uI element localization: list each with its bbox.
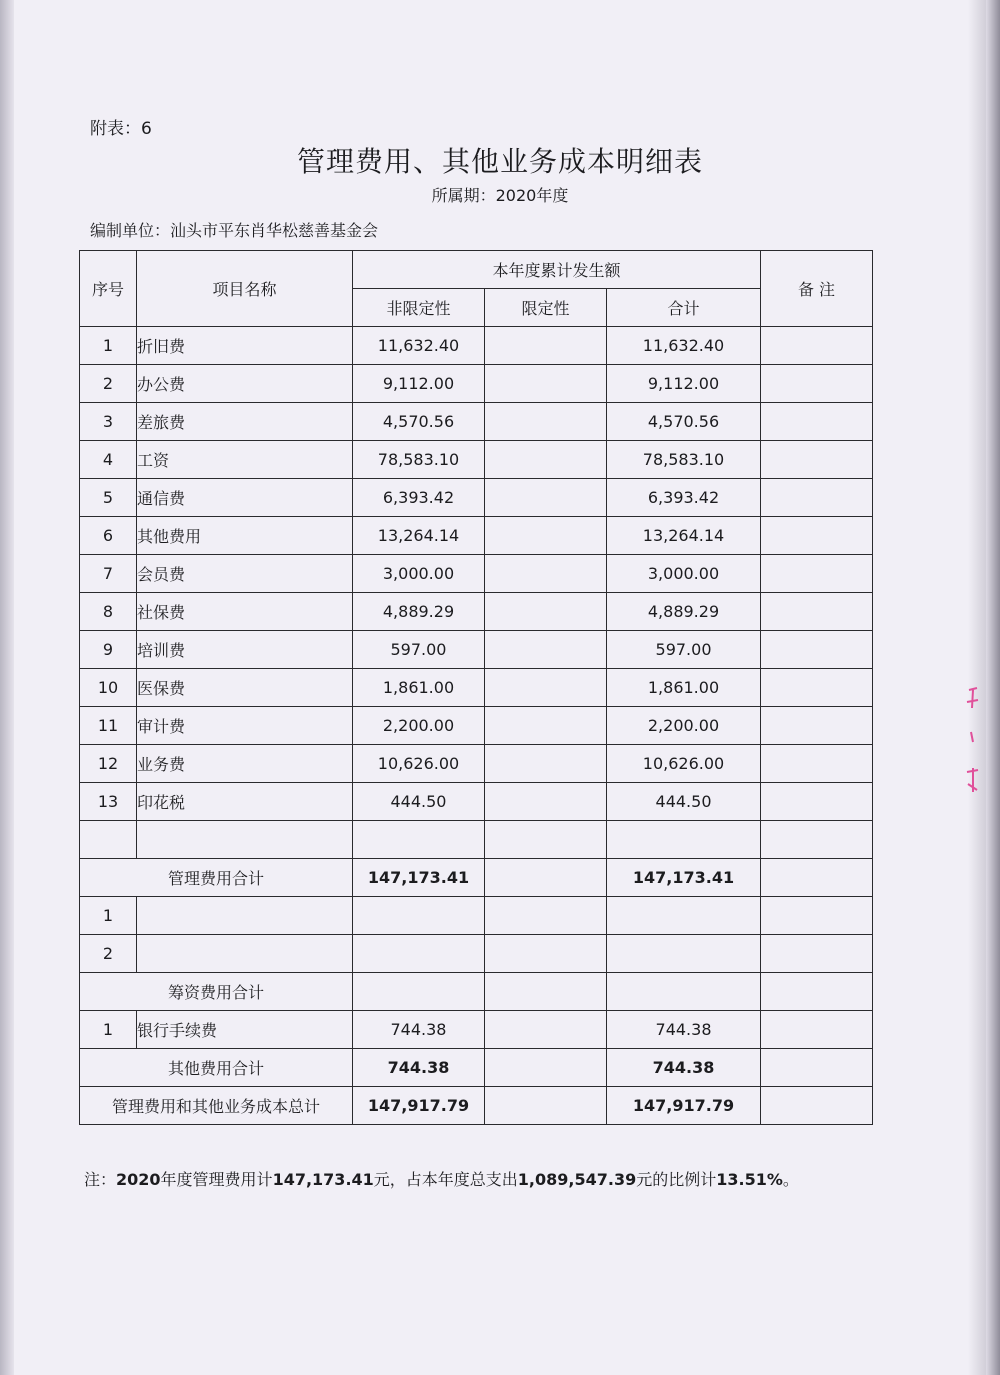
other-unrestricted: 744.38 (353, 1011, 485, 1049)
row-seq: 7 (80, 555, 137, 593)
finance-total-cell (607, 973, 761, 1011)
row-remark (761, 365, 873, 403)
admin-total-remark (761, 859, 873, 897)
row-restricted (485, 479, 607, 517)
scan-left-edge (0, 0, 14, 1375)
row-item-name: 其他费用 (137, 517, 353, 555)
finance-cell (485, 897, 607, 935)
row-restricted (485, 593, 607, 631)
blank-cell (607, 821, 761, 859)
row-unrestricted: 4,889.29 (353, 593, 485, 631)
finance-cell (761, 935, 873, 973)
row-restricted (485, 707, 607, 745)
row-total: 13,264.14 (607, 517, 761, 555)
row-seq: 11 (80, 707, 137, 745)
grand-total-total: 147,917.79 (607, 1087, 761, 1125)
row-seq: 10 (80, 669, 137, 707)
table-row (80, 669, 873, 707)
row-seq: 5 (80, 479, 137, 517)
header-unrestricted: 非限定性 (353, 289, 485, 327)
attachment-label: 附表：6 (90, 119, 152, 139)
row-unrestricted: 9,112.00 (353, 365, 485, 403)
header-seq: 序号 (80, 251, 137, 327)
admin-total-total: 147,173.41 (607, 859, 761, 897)
row-unrestricted: 6,393.42 (353, 479, 485, 517)
row-unrestricted: 11,632.40 (353, 327, 485, 365)
row-restricted (485, 403, 607, 441)
table-row (80, 403, 873, 441)
blank-cell (137, 821, 353, 859)
note-admin-amount: 147,173.41 (272, 1170, 374, 1189)
row-seq: 6 (80, 517, 137, 555)
row-seq: 4 (80, 441, 137, 479)
table-row (80, 479, 873, 517)
table-row (80, 707, 873, 745)
row-remark (761, 327, 873, 365)
finance-row (80, 897, 873, 935)
note-text4: 。 (782, 1170, 799, 1189)
note-year: 2020 (116, 1170, 161, 1189)
row-restricted (485, 669, 607, 707)
note-total-expense: 1,089,547.39 (517, 1170, 637, 1189)
row-total: 4,889.29 (607, 593, 761, 631)
row-total: 2,200.00 (607, 707, 761, 745)
admin-total-restricted (485, 859, 607, 897)
finance-cell (137, 935, 353, 973)
preparing-unit: 编制单位：汕头市平东肖华松慈善基金会 (90, 221, 379, 240)
other-total-label: 其他费用合计 (80, 1049, 353, 1087)
other-total-row (80, 1049, 873, 1087)
row-seq: 13 (80, 783, 137, 821)
other-remark (761, 1011, 873, 1049)
red-seal-fragment (963, 680, 983, 800)
admin-total-label: 管理费用合计 (80, 859, 353, 897)
scan-right-edge (986, 0, 1000, 1375)
row-restricted (485, 365, 607, 403)
note-ratio: 13.51% (716, 1170, 783, 1189)
finance-total-cell (761, 973, 873, 1011)
other-seq: 1 (80, 1011, 137, 1049)
row-total: 10,626.00 (607, 745, 761, 783)
row-total: 1,861.00 (607, 669, 761, 707)
row-item-name: 社保费 (137, 593, 353, 631)
table-row (80, 365, 873, 403)
row-remark (761, 745, 873, 783)
finance-cell (607, 897, 761, 935)
row-remark (761, 631, 873, 669)
finance-total-cell (485, 973, 607, 1011)
note-prefix: 注： (84, 1170, 117, 1189)
header-item: 项目名称 (137, 251, 353, 327)
row-total: 3,000.00 (607, 555, 761, 593)
note-text2: 元，占本年度总支出 (373, 1170, 518, 1189)
finance-cell (353, 897, 485, 935)
row-unrestricted: 597.00 (353, 631, 485, 669)
row-item-name: 会员费 (137, 555, 353, 593)
row-seq: 1 (80, 327, 137, 365)
finance-cell (353, 935, 485, 973)
other-total-total: 744.38 (607, 1049, 761, 1087)
row-item-name: 审计费 (137, 707, 353, 745)
header-remark: 备 注 (761, 251, 873, 327)
admin-total-row (80, 859, 873, 897)
finance-seq: 2 (80, 935, 137, 973)
row-remark (761, 555, 873, 593)
admin-total-unrestricted: 147,173.41 (353, 859, 485, 897)
table-row-blank (80, 821, 873, 859)
row-seq: 8 (80, 593, 137, 631)
table-row (80, 441, 873, 479)
row-remark (761, 517, 873, 555)
other-total-unrestricted: 744.38 (353, 1049, 485, 1087)
row-remark (761, 479, 873, 517)
row-unrestricted: 3,000.00 (353, 555, 485, 593)
row-restricted (485, 517, 607, 555)
finance-cell (137, 897, 353, 935)
blank-cell (80, 821, 137, 859)
row-total: 6,393.42 (607, 479, 761, 517)
table-row (80, 555, 873, 593)
finance-cell (485, 935, 607, 973)
grand-total-remark (761, 1087, 873, 1125)
finance-cell (607, 935, 761, 973)
blank-cell (761, 821, 873, 859)
expense-detail-table (79, 250, 873, 1125)
table-row (80, 327, 873, 365)
row-remark (761, 403, 873, 441)
row-item-name: 办公费 (137, 365, 353, 403)
row-remark (761, 707, 873, 745)
finance-total-cell (353, 973, 485, 1011)
row-restricted (485, 631, 607, 669)
row-restricted (485, 327, 607, 365)
row-unrestricted: 13,264.14 (353, 517, 485, 555)
note-text3: 元的比例计 (636, 1170, 717, 1189)
row-restricted (485, 555, 607, 593)
footnote (84, 1167, 799, 1190)
other-total-remark (761, 1049, 873, 1087)
row-remark (761, 593, 873, 631)
other-total-restricted (485, 1049, 607, 1087)
row-total: 11,632.40 (607, 327, 761, 365)
row-unrestricted: 444.50 (353, 783, 485, 821)
note-text1: 年度管理费用计 (160, 1170, 273, 1189)
grand-total-row (80, 1087, 873, 1125)
row-total: 78,583.10 (607, 441, 761, 479)
row-seq: 12 (80, 745, 137, 783)
row-total: 4,570.56 (607, 403, 761, 441)
finance-row (80, 935, 873, 973)
finance-total-label: 筹资费用合计 (80, 973, 353, 1011)
table-row (80, 593, 873, 631)
grand-total-unrestricted: 147,917.79 (353, 1087, 485, 1125)
period: 所属期：2020年度 (431, 186, 569, 205)
table-row (80, 745, 873, 783)
row-restricted (485, 441, 607, 479)
row-item-name: 印花税 (137, 783, 353, 821)
row-unrestricted: 10,626.00 (353, 745, 485, 783)
row-total: 9,112.00 (607, 365, 761, 403)
row-restricted (485, 745, 607, 783)
header-row (80, 251, 873, 289)
grand-total-label: 管理费用和其他业务成本总计 (80, 1087, 353, 1125)
table-row (80, 783, 873, 821)
other-restricted (485, 1011, 607, 1049)
row-item-name: 培训费 (137, 631, 353, 669)
table-row (80, 517, 873, 555)
row-seq: 3 (80, 403, 137, 441)
row-remark (761, 669, 873, 707)
row-unrestricted: 78,583.10 (353, 441, 485, 479)
row-total: 597.00 (607, 631, 761, 669)
blank-cell (353, 821, 485, 859)
grand-total-restricted (485, 1087, 607, 1125)
row-seq: 2 (80, 365, 137, 403)
table-row (80, 631, 873, 669)
row-total: 444.50 (607, 783, 761, 821)
row-item-name: 业务费 (137, 745, 353, 783)
row-item-name: 通信费 (137, 479, 353, 517)
row-restricted (485, 783, 607, 821)
header-group: 本年度累计发生额 (353, 251, 761, 289)
finance-total-row (80, 973, 873, 1011)
row-remark (761, 441, 873, 479)
finance-cell (761, 897, 873, 935)
page-title: 管理费用、其他业务成本明细表 (296, 145, 703, 178)
row-unrestricted: 4,570.56 (353, 403, 485, 441)
row-item-name: 折旧费 (137, 327, 353, 365)
other-row (80, 1011, 873, 1049)
other-item-name: 银行手续费 (137, 1011, 353, 1049)
row-unrestricted: 1,861.00 (353, 669, 485, 707)
row-item-name: 工资 (137, 441, 353, 479)
header-total: 合计 (607, 289, 761, 327)
finance-seq: 1 (80, 897, 137, 935)
row-item-name: 差旅费 (137, 403, 353, 441)
row-remark (761, 783, 873, 821)
row-unrestricted: 2,200.00 (353, 707, 485, 745)
row-seq: 9 (80, 631, 137, 669)
header-restricted: 限定性 (485, 289, 607, 327)
other-total: 744.38 (607, 1011, 761, 1049)
row-item-name: 医保费 (137, 669, 353, 707)
blank-cell (485, 821, 607, 859)
